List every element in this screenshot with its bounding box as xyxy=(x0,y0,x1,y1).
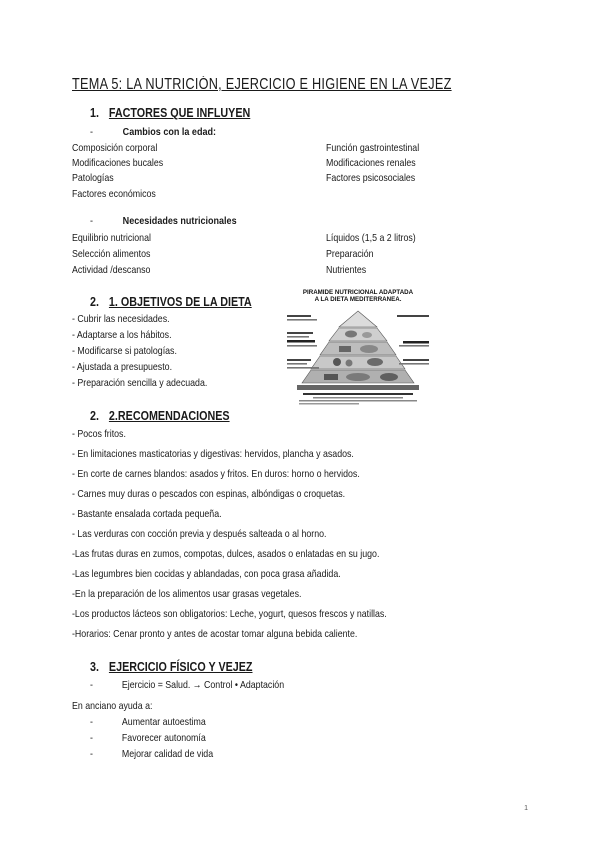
recommendation-item: -Las legumbres bien cocidas y ablandadas, con poca grasa añadida. xyxy=(72,568,341,580)
section-3-number: 2. xyxy=(90,409,99,423)
recommendation-item: - Carnes muy duras o pescados con espinas, albóndigas o croquetas. xyxy=(72,488,346,500)
objective-item: - Modificarse si patologías. xyxy=(72,345,177,357)
recommendation-item: - Las verduras con cocción previa y después salteada o al horno. xyxy=(72,528,327,540)
benefit-text: Mejorar calidad de vida xyxy=(121,748,214,760)
need-item: Equilibrio nutricional xyxy=(72,232,151,244)
factor-item: Modificaciones renales xyxy=(326,157,416,169)
section-2-heading xyxy=(90,295,252,309)
dash-marker: - xyxy=(90,215,94,227)
pyramid-illustration xyxy=(279,303,437,407)
recommendation-item: - En limitaciones masticatorias y digestivas: hervidos, plancha y asados. xyxy=(72,448,354,460)
objective-item: - Adaptarse a los hábitos. xyxy=(72,329,172,341)
exercise-text: Ejercicio = Salud. → Control • Adaptación xyxy=(121,679,285,691)
factor-item: Factores económicos xyxy=(72,188,156,200)
need-item: Nutrientes xyxy=(326,264,367,276)
section-4-title: EJERCICIO FÍSICO Y VEJEZ xyxy=(108,660,253,674)
recommendation-item: -En la preparación de los alimentos usar grasas vegetales. xyxy=(72,588,302,600)
objective-item: - Preparación sencilla y adecuada. xyxy=(72,377,208,389)
page-number: 1 xyxy=(524,805,528,812)
subheading-cambios xyxy=(90,126,216,138)
benefit-item xyxy=(90,748,213,760)
section-3-heading xyxy=(90,409,230,423)
section-1-heading xyxy=(90,106,250,120)
dash-marker: - xyxy=(90,748,93,760)
factor-item: Modificaciones bucales xyxy=(72,157,164,169)
section-1-title: FACTORES QUE INFLUYEN xyxy=(108,106,251,120)
section-1-number: 1. xyxy=(90,106,99,120)
benefit-text: Aumentar autoestima xyxy=(121,716,206,728)
objective-item: - Cubrir las necesidades. xyxy=(72,313,170,325)
exercise-intro: En anciano ayuda a: xyxy=(72,700,153,712)
factor-item: Función gastrointestinal xyxy=(326,142,420,154)
exercise-line xyxy=(90,679,284,691)
recommendation-item: -Horarios: Cenar pronto y antes de acostar tomar alguna bebida caliente. xyxy=(72,628,358,640)
benefit-text: Favorecer autonomía xyxy=(121,732,206,744)
section-2-number: 2. xyxy=(90,295,99,309)
section-4-number: 3. xyxy=(90,660,99,674)
subheading-necesidades xyxy=(90,215,237,227)
benefit-item xyxy=(90,716,206,728)
factor-item: Factores psicosociales xyxy=(326,172,416,184)
recommendation-item: - Pocos fritos. xyxy=(72,428,126,440)
recommendation-item: - Bastante ensalada cortada pequeña. xyxy=(72,508,222,520)
recommendation-item: -Las frutas duras en zumos, compotas, dulces, asados o enlatadas en su jugo. xyxy=(72,548,380,560)
objective-item: - Ajustada a presupuesto. xyxy=(72,361,173,373)
pyramid-title-line1: PIRAMIDE NUTRICIONAL ADAPTADA xyxy=(302,289,414,296)
recommendation-item: - En corte de carnes blandos: asados y fritos. En duros: horno o hervidos. xyxy=(72,468,360,480)
factor-item: Composición corporal xyxy=(72,142,158,154)
section-4-heading xyxy=(90,660,252,674)
section-2-title: 1. OBJETIVOS DE LA DIETA xyxy=(108,295,252,309)
subheading-label: Necesidades nutricionales xyxy=(122,215,237,227)
dash-marker: - xyxy=(90,716,93,728)
recommendation-item: -Los productos lácteos son obligatorios: Leche, yogurt, quesos frescos y natillas. xyxy=(72,608,387,620)
dash-marker: - xyxy=(90,126,94,138)
subheading-label: Cambios con la edad: xyxy=(122,126,217,138)
section-3-title: 2.RECOMENDACIONES xyxy=(108,409,230,423)
nutrition-pyramid-figure xyxy=(279,289,437,409)
need-item: Preparación xyxy=(326,248,374,260)
need-item: Líquidos (1,5 a 2 litros) xyxy=(326,232,416,244)
need-item: Selección alimentos xyxy=(72,248,151,260)
factor-item: Patologías xyxy=(72,172,114,184)
dash-marker: - xyxy=(90,732,93,744)
pyramid-title-line2: A LA DIETA MEDITERRANEA. xyxy=(314,296,402,303)
page-title: TEMA 5: LA NUTRICIÓN, EJERCICIO E HIGIENE EN LA VEJEZ xyxy=(72,76,452,93)
need-item: Actividad /descanso xyxy=(72,264,151,276)
dash-marker: - xyxy=(90,679,93,691)
benefit-item xyxy=(90,732,206,744)
